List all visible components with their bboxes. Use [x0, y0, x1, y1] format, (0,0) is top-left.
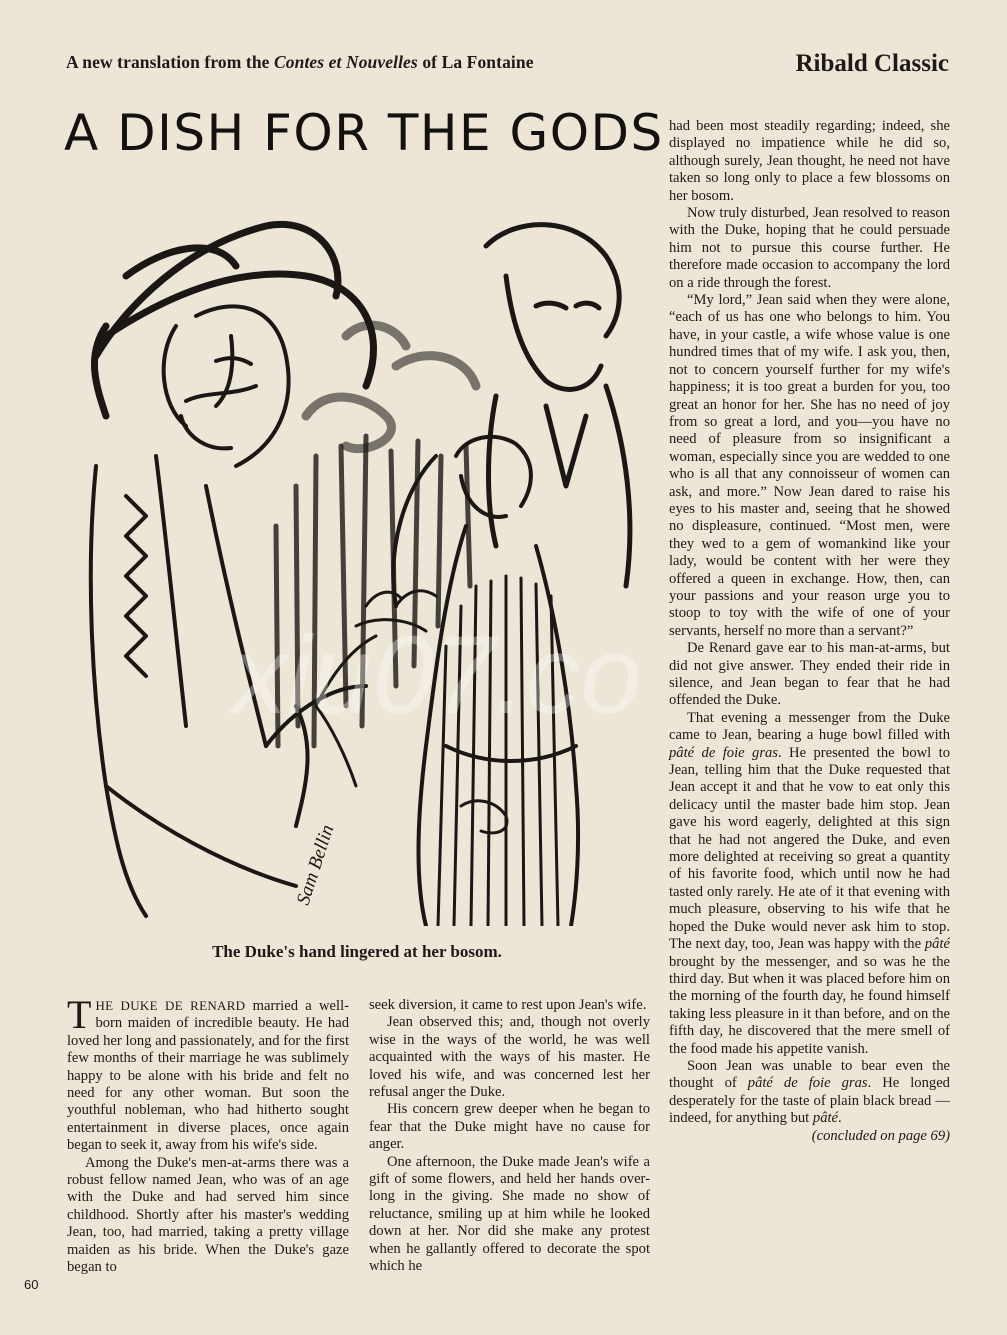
paragraph: seek diversion, it came to rest upon Jean's wife.	[369, 997, 647, 1013]
artist-signature: Sam Bellin	[292, 822, 339, 908]
paragraph: Now truly disturbed, Jean resolved to reason with the Duke, hoping that he could persuade him not to pursue this course further. He therefore made occasion to accompany the lord on a ride through the forest.	[669, 205, 950, 291]
paragraph: had been most steadily regarding; indeed, she displayed no impatience while he did so, although surely, Jean thought, he need not have taken so long only to place a few blossoms on her bosom.	[669, 118, 950, 204]
paragraph: Jean observed this; and, though not overly wise in the ways of the world, he was well acquainted with the ways of his master. He loved his wife, and was concerned lest her refusal anger the Duke.	[369, 1014, 650, 1101]
lead-in: HE DUKE DE RENARD	[95, 998, 246, 1013]
kicker-author: of La Fontaine	[417, 52, 534, 72]
continued-note[interactable]: (concluded on page 69)	[811, 1127, 950, 1144]
kicker-book-title: Contes et Nouvelles	[274, 52, 418, 72]
drop-cap: T	[67, 992, 92, 1037]
illustration-caption: The Duke's hand lingered at her bosom.	[212, 942, 502, 961]
section-heading: Ribald Classic	[795, 50, 949, 77]
text-column-1	[67, 992, 349, 1277]
kicker-text: A new translation from the	[66, 52, 274, 72]
article-kicker	[66, 52, 534, 73]
paragraph: Soon Jean was unable to bear even the thought of pâté de foie gras. He longed desperately for the taste of plain black bread — indeed, for anything but pâté.	[669, 1057, 950, 1127]
watermark: xiu07.co	[232, 614, 642, 737]
paragraph: “My lord,” Jean said when they were alone, “each of us has one who belongs to him. You have, in your castle, a wife whose value is one hundred times that of my wife. I ask you, then, not to concern yourself further for my wife's happiness; it is too great a burden for you, too great an honor for her. She has no need of joy from so great a lord, and you—you have no need of pleasure from so insignificant a woman, especially since you are wedded to one who is all that any connoisseur of women can ask, and more.” Now Jean dared to raise his eyes to his master and, seeing that he showed no displeasure, continued. “Most men, were they wed to a gem of womankind like your lady, would be content with her were they offered a queen in exchange. How, then, can your passions and your reason urge you to stoop to toy with the wife of one of your servants, herself no more than a servant?”	[669, 292, 950, 639]
text-column-3	[669, 118, 950, 1145]
paragraph: THE DUKE DE RENARD married a well-born maiden of incredible beauty. He had loved her long and passionately, and for the first few months of their marriage he was sublimely happy to be alone with his bride and felt no need for any other woman. But soon the youthful nobleman, who had hitherto sought entertainment in diverse places, once again began to seek it, away from his wife's side.	[67, 992, 349, 1154]
article-title: A DISH FOR THE GODS	[64, 104, 664, 162]
text-column-2	[369, 997, 650, 1276]
page-number: 60	[24, 1277, 39, 1292]
paragraph: Among the Duke's men-at-arms there was a robust fellow named Jean, who was of an age with the Duke and had served him since childhood. Shortly after his master's wedding Jean, too, had married, taking a pretty village maiden as his bride. When the Duke's gaze began to	[67, 1154, 349, 1276]
ink-illustration	[66, 186, 648, 926]
paragraph: De Renard gave ear to his man-at-arms, but did not give answer. They ended their ride in silence, and Jean began to fear that he had offended the Duke.	[669, 640, 950, 709]
paragraph: One afternoon, the Duke made Jean's wife a gift of some flowers, and held her hands over-long in the giving. She made no show of reluctance, smiling up at him while he looked down at her. Nor did she make any protest when he gallantly offered to decorate the spot which he	[369, 1153, 650, 1275]
paragraph: That evening a messenger from the Duke came to Jean, bearing a huge bowl filled with pâté de foie gras. He presented the bowl to Jean, telling him that the Duke requested that Jean accept it and that he vow to eat only this delicacy until the master bade him stop. Jean gave his word eagerly, delighted at this sign that he had not angered the Duke, and even more delighted at receiving so great a quantity of his favorite food, which until now he had tasted only rarely. He ate of it that evening with much pleasure, observing to his wife that he hoped the Duke would never ask him to stop. The next day, too, Jean was happy with the pâté brought by the messenger, and so was he the third day. But when it was placed before him on the morning of the fourth day, he found himself taking less pleasure in it than before, and on the fifth day, he discovered that the mere smell of the food made his appetite vanish.	[669, 709, 950, 1057]
paragraph: His concern grew deeper when he began to fear that the Duke might have no cause for anger.	[369, 1101, 650, 1153]
